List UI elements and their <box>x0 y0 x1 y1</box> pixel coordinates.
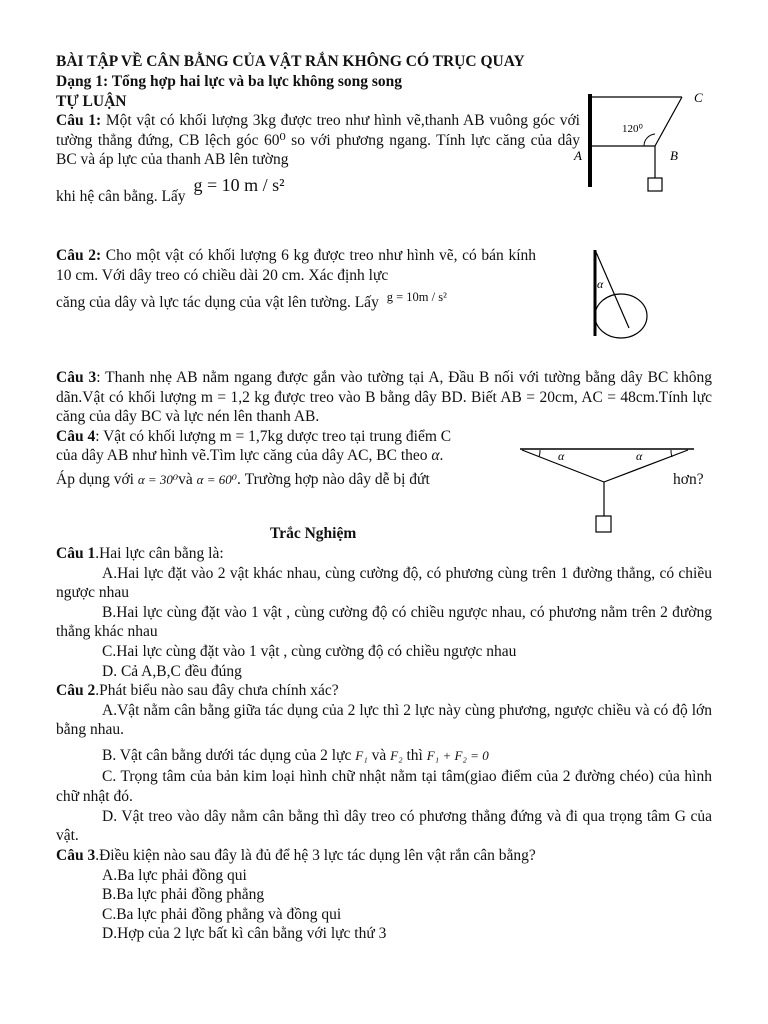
figure-1 <box>570 82 720 197</box>
mcq-q2-option-b <box>56 746 712 766</box>
q2-formula: g = 10m / s² <box>386 290 447 304</box>
mcq-q2-b-and: và <box>371 746 387 764</box>
fig1-point-b: B <box>670 148 678 163</box>
mcq-q2-option-c: C. Trọng tâm của bản kim loại hình chữ nhật nằm tại tâm(giao điểm của 2 đường chéo) của hình chữ nhật đó. <box>56 768 712 805</box>
q2-line3-text: căng của dây và lực tác dụng của vật lên tường. Lấy <box>56 294 379 311</box>
essay-q2 <box>56 246 536 285</box>
mcq-q3-stem <box>56 846 712 866</box>
mcq-q1 <box>56 544 712 681</box>
mcq-q3-option-b: B.Ba lực phải đồng phẳng <box>102 886 265 904</box>
mcq-q2-b-then: thì <box>406 746 423 764</box>
q4-eq1: α = 30⁰ <box>137 472 179 487</box>
q1-text: Một vật có khối lượng 3kg được treo như hình vẽ,thanh AB vuông góc với tường thẳng đứng, CB lệch góc 60⁰ so với phương ngang. Tính lực căng của dây BC và áp lực của thanh AB lên tường <box>56 112 580 169</box>
mcq-q1-stem-text: .Hai lực cân bằng là: <box>95 545 224 562</box>
mcq-q2-label: Câu 2 <box>56 682 96 699</box>
q4-eq2: α = 60⁰ <box>196 472 237 487</box>
q4-alpha: α <box>431 447 440 464</box>
q2-label: Câu 2: <box>56 247 102 264</box>
q4-text1: : Vật có khối lượng m = 1,7kg dược treo tại trung điểm C <box>95 428 452 445</box>
q1-line2-text: khi hệ cân bằng. Lấy <box>56 188 186 205</box>
q1-label: Câu 1: <box>56 112 102 129</box>
document-subtitle: Dạng 1: Tổng hợp hai lực và ba lực không song song <box>56 73 403 90</box>
mcq-q1-option-b: B.Hai lực cùng đặt vào 1 vật , cùng cường độ có chiều ngược nhau, có phương nằm trên 2 đường thẳng khác nhau <box>56 603 712 641</box>
mcq-q3 <box>56 846 712 944</box>
q2-line3 <box>56 287 447 311</box>
q4-text2-end: . <box>439 447 444 464</box>
mcq-q2-b-text: B. Vật cân bằng dưới tác dụng của 2 lực <box>102 746 352 764</box>
fig2-angle: α <box>597 277 604 291</box>
mcq-q2-stem <box>56 681 712 701</box>
mcq-q2-b-f2: F₂ <box>390 747 403 763</box>
mcq-q2-stem-text: .Phát biểu nào sau đây chưa chính xác? <box>95 682 339 699</box>
document-title: BÀI TẬP VỀ CÂN BẰNG CỦA VẬT RẮN KHÔNG CÓ TRỤC QUAY <box>56 53 525 70</box>
fig1-point-a: A <box>574 148 582 163</box>
mcq-q1-stem <box>56 544 712 564</box>
mcq-q2-option-a: A.Vật nằm cân bằng giữa tác dụng của 2 lực thì 2 lực này cùng phương, ngược chiều và có độ lớn bằng nhau. <box>56 701 712 739</box>
mcq-q3-option-d: D.Hợp của 2 lực bất kì cân bằng với lực thứ 3 <box>102 925 387 943</box>
fig4-angle-right: α <box>636 449 643 463</box>
section-essay: TỰ LUẬN <box>56 93 127 110</box>
q3-text: : Thanh nhẹ AB nằm ngang được gắn vào tường tại A, Đầu B nối với tường bằng dây BC không dãn.Vật có khối lượng m = 1,2 kg được treo vào B bằng dây BD. Biết AB = 20cm, AC = 48cm.Tính lực căng của dây BC và lực nén lên thanh AB. <box>56 369 712 426</box>
mcq-q1-option-c: C.Hai lực cùng đặt vào 1 vật , cùng cường độ có chiều ngược nhau <box>102 642 517 660</box>
q1-formula: g = 10 m / s² <box>193 175 285 195</box>
mcq-q2-b-f1: F₁ <box>355 747 368 763</box>
essay-q4-line1 <box>56 427 451 447</box>
mcq-q3-label: Câu 3 <box>56 847 96 864</box>
figure-2 <box>585 246 665 346</box>
q4-label: Câu 4 <box>56 428 96 445</box>
essay-q3 <box>56 368 712 427</box>
mcq-q1-option-a: A.Hai lực đặt vào 2 vật khác nhau, cùng cường độ, có phương cùng trên 1 đường thẳng, có chiều ngược nhau <box>56 564 712 602</box>
q3-label: Câu 3 <box>56 369 97 386</box>
q4-text2: của dây AB như hình vẽ.Tìm lực căng của dây AC, BC theo <box>56 447 428 464</box>
mcq-q3-stem-text: .Điều kiện nào sau đây là đủ để hệ 3 lực tác dụng lên vật rắn cân bằng? <box>95 847 536 864</box>
fig1-point-c: C <box>694 90 703 105</box>
essay-q1 <box>56 111 580 170</box>
essay-q4-line2 <box>56 446 443 466</box>
mcq-q3-option-c: C.Ba lực phải đồng phẳng và đồng qui <box>102 905 342 923</box>
mcq-q2-option-d: D. Vật treo vào dây nằm cân bằng thì dây treo có phương thẳng đứng và đi qua trọng tâm G của vật. <box>56 807 712 845</box>
mcq-q2 <box>56 681 712 846</box>
q4-text3c: . Trường hợp nào dây dễ bị đứt <box>236 471 430 488</box>
fig4-angle-left: α <box>558 449 565 463</box>
mcq-q1-label: Câu 1 <box>56 545 96 562</box>
fig1-angle: 120⁰ <box>622 123 643 135</box>
section-mcq: Trắc Nghiệm <box>270 525 357 542</box>
mcq-q1-option-d: D. Cả A,B,C đều đúng <box>102 662 242 680</box>
mcq-q2-b-eq: F₁ + F₂ = 0 <box>426 747 489 763</box>
mcq-q3-option-a: A.Ba lực phải đồng qui <box>102 866 247 884</box>
q4-text3d: hơn? <box>673 471 704 488</box>
figure-4 <box>518 446 698 536</box>
q4-text3b: và <box>178 471 193 488</box>
q1-line2 <box>56 175 285 205</box>
q4-text3a: Áp dụng với <box>56 471 134 488</box>
q2-text: Cho một vật có khối lượng 6 kg được treo như hình vẽ, có bán kính 10 cm. Với dây treo có chiều dài 20 cm. Xác định lực <box>56 247 536 284</box>
